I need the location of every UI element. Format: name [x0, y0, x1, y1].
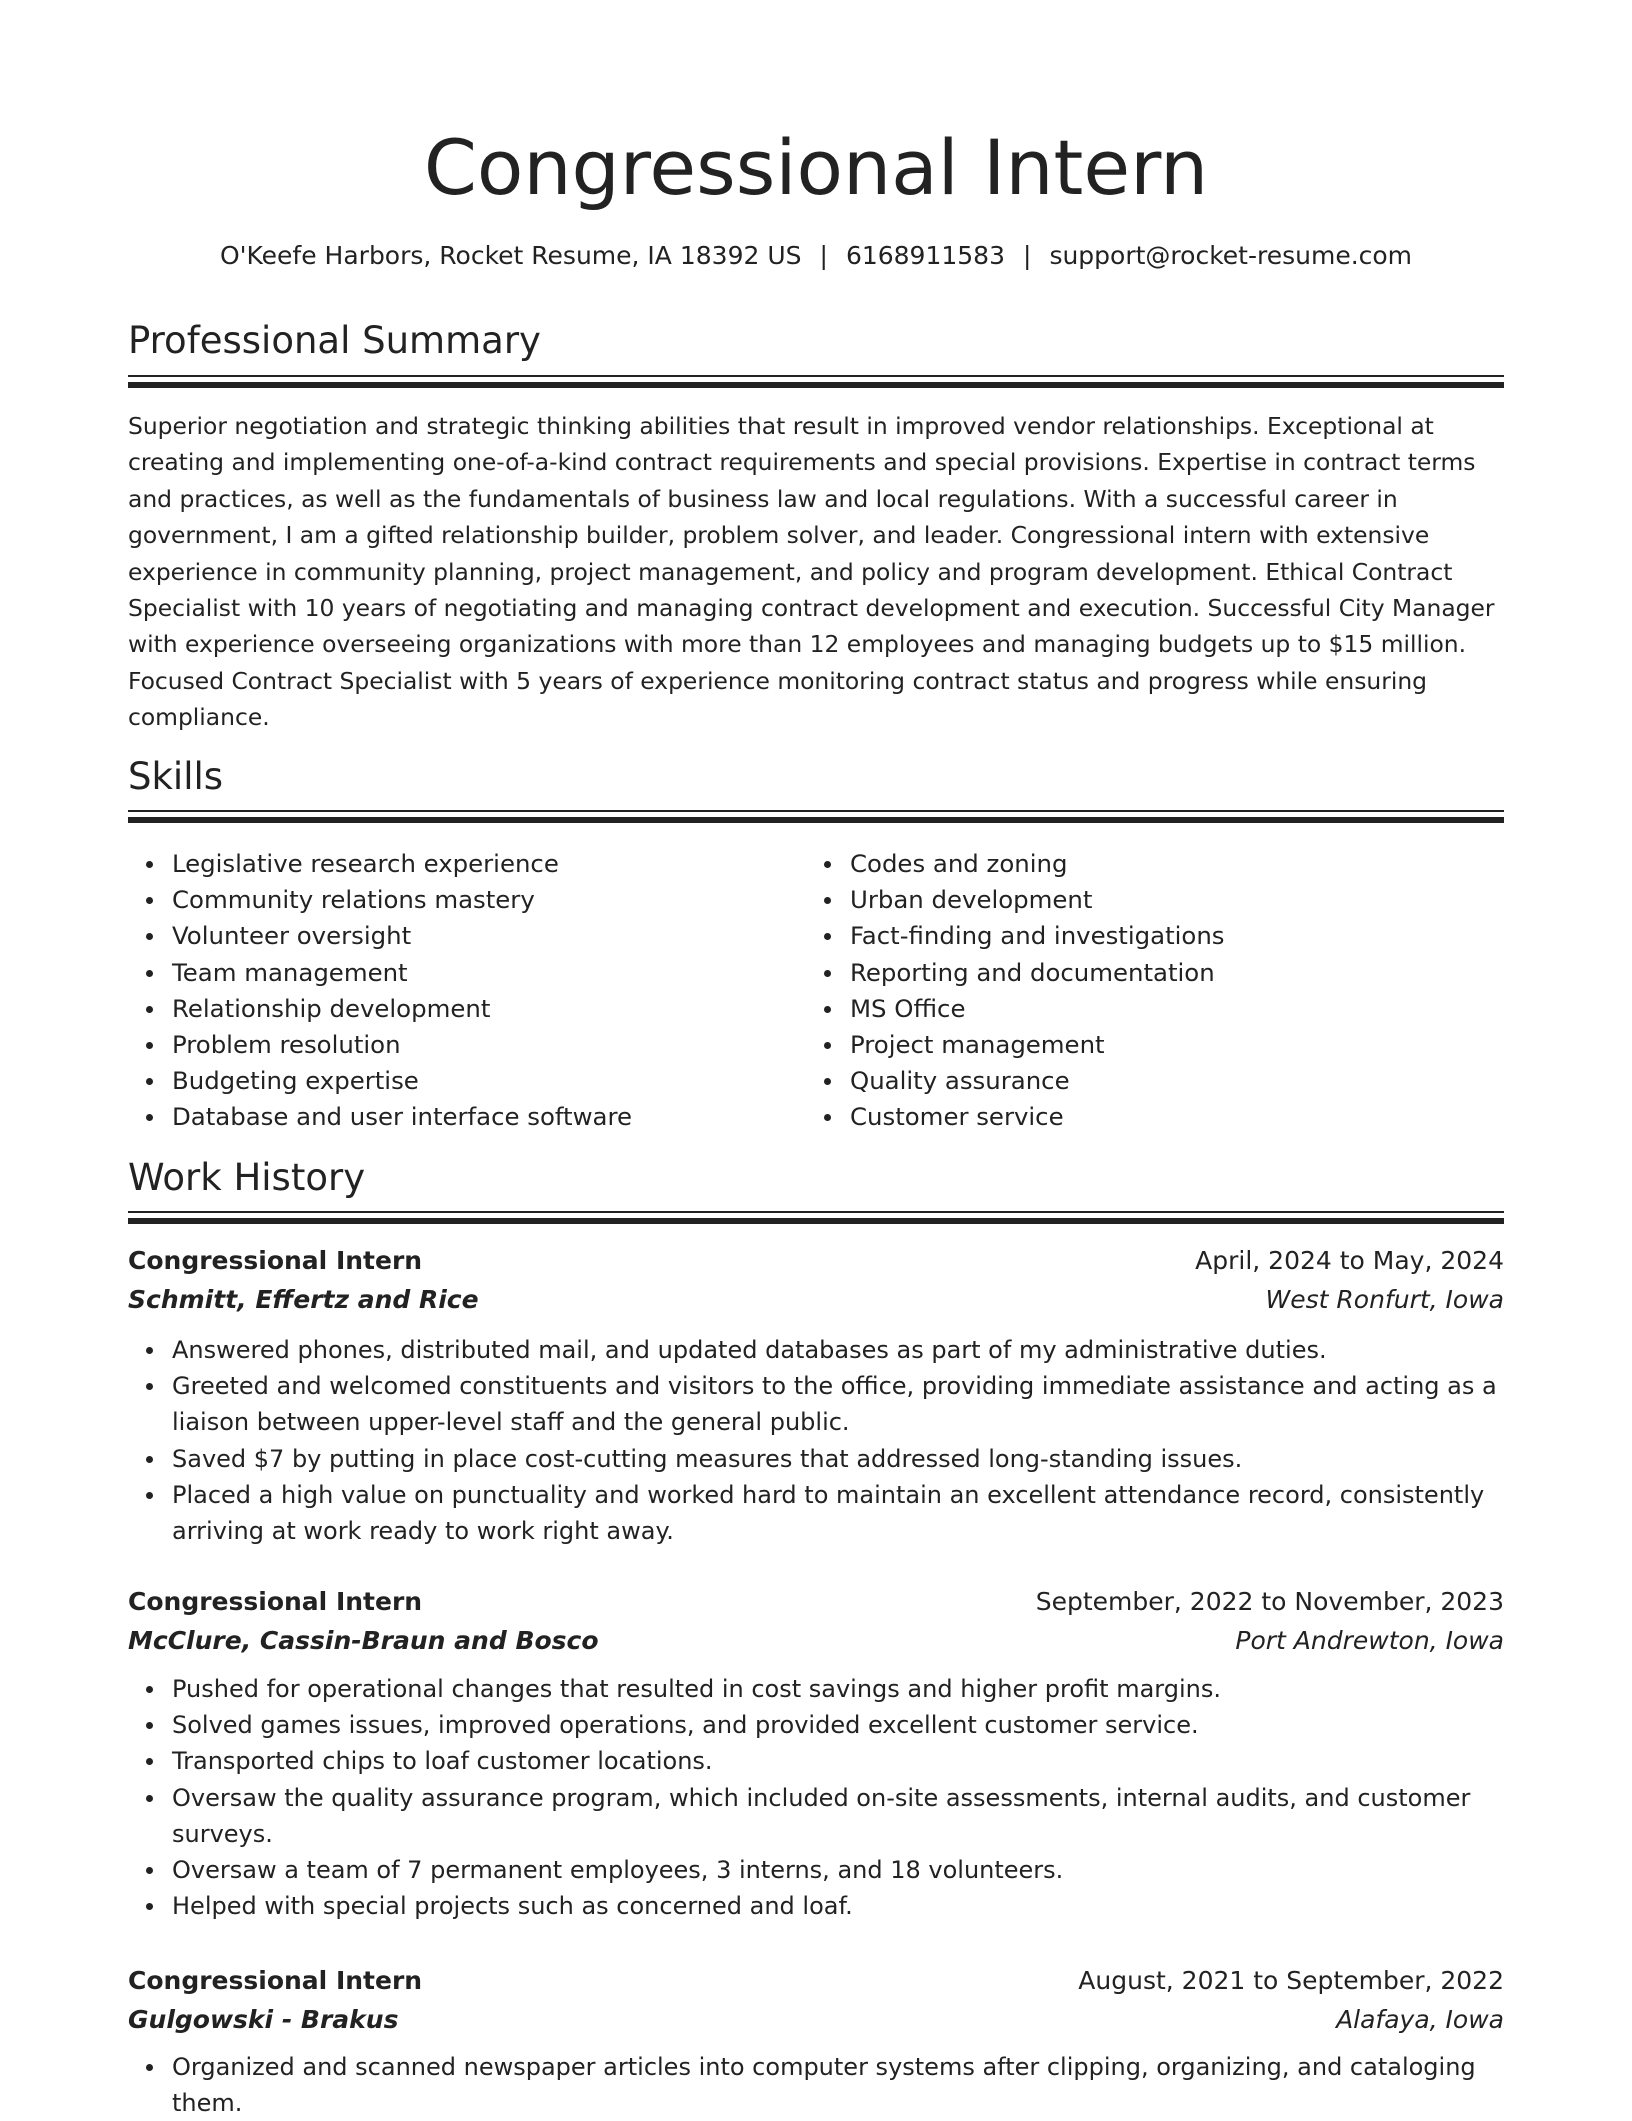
- job-location: Port Andrewton, Iowa: [1235, 1626, 1504, 1655]
- contact-phone: 6168911583: [845, 241, 1005, 270]
- summary-paragraph: [128, 408, 1504, 736]
- duty-item: Greeted and welcomed constituents and visitors to the office, providing immediate assistance and acting as a liaison between upper-level staff and the general public.: [172, 1368, 1504, 1440]
- section-divider: [128, 1211, 1504, 1225]
- job-title: Congressional Intern: [128, 1587, 423, 1616]
- duty-item: Organized and scanned newspaper articles into computer systems after clipping, organizing, and cataloging them.: [172, 2049, 1504, 2121]
- job-entry: [128, 1241, 1504, 1549]
- skills-column-right: [806, 846, 1225, 1136]
- duty-item: Answered phones, distributed mail, and updated databases as part of my administrative duties.: [172, 1332, 1504, 1368]
- duty-item: Placed a high value on punctuality and worked hard to maintain an excellent attendance record, consistently arriving at work ready to work right away.: [172, 1477, 1504, 1549]
- skill-item: Reporting and documentation: [850, 955, 1225, 991]
- job-dates: September, 2022 to November, 2023: [1035, 1587, 1504, 1616]
- skill-item: Fact-finding and investigations: [850, 918, 1225, 954]
- summary-line: creating and implementing one-of-a-kind contract requirements and special provisions. Expertise in contract terms: [128, 448, 1476, 477]
- section-title-summary: Professional Summary: [128, 319, 541, 362]
- job-company: Schmitt, Effertz and Rice: [128, 1285, 479, 1314]
- job-subheader: [128, 1621, 1504, 1660]
- summary-line: experience in community planning, project management, and policy and program development. Ethical Contract: [128, 557, 1453, 586]
- skill-item: Project management: [850, 1027, 1225, 1063]
- skills-column-left: [128, 846, 632, 1136]
- summary-line: compliance.: [128, 703, 270, 732]
- section-divider: [128, 810, 1504, 824]
- job-entry: [128, 1582, 1504, 1924]
- summary-line: and practices, as well as the fundamentals of business law and local regulations. With a successful career in: [128, 484, 1398, 513]
- job-company: McClure, Cassin-Braun and Bosco: [128, 1626, 599, 1655]
- section-title-work-history: Work History: [128, 1156, 366, 1199]
- job-location: West Ronfurt, Iowa: [1265, 1285, 1504, 1314]
- duty-item: Solved games issues, improved operations, and provided excellent customer service.: [172, 1707, 1504, 1743]
- job-duties: [128, 1332, 1504, 1549]
- job-duties: [128, 1671, 1504, 1924]
- skill-item: Community relations mastery: [172, 882, 632, 918]
- skill-item: MS Office: [850, 991, 1225, 1027]
- contact-separator: |: [1023, 241, 1032, 270]
- contact-separator: |: [819, 241, 828, 270]
- duty-item: Saved $7 by putting in place cost-cutting measures that addressed long-standing issues.: [172, 1441, 1504, 1477]
- skill-item: Legislative research experience: [172, 846, 632, 882]
- duty-item: Pushed for operational changes that resulted in cost savings and higher profit margins.: [172, 1671, 1504, 1707]
- job-title: Congressional Intern: [128, 1246, 423, 1275]
- job-subheader: [128, 1280, 1504, 1319]
- skill-item: Database and user interface software: [172, 1099, 632, 1135]
- summary-line: with experience overseeing organizations with more than 12 employees and managing budgets up to $15 million.: [128, 630, 1467, 659]
- job-title: Congressional Intern: [128, 1966, 423, 1995]
- summary-line: Specialist with 10 years of negotiating and managing contract development and execution. Successful City Manager: [128, 594, 1495, 623]
- job-company: Gulgowski - Brakus: [128, 2005, 399, 2034]
- contact-address: O'Keefe Harbors, Rocket Resume, IA 18392 US: [219, 241, 802, 270]
- job-dates: April, 2024 to May, 2024: [1195, 1246, 1504, 1275]
- skill-item: Problem resolution: [172, 1027, 632, 1063]
- job-duties: [128, 2049, 1504, 2121]
- job-entry: [128, 1961, 1504, 2121]
- job-header: [128, 1582, 1504, 1621]
- skill-item: Customer service: [850, 1099, 1225, 1135]
- contact-email: support@rocket-resume.com: [1049, 241, 1413, 270]
- section-title-skills: Skills: [128, 755, 224, 798]
- skill-item: Volunteer oversight: [172, 918, 632, 954]
- summary-line: government, I am a gifted relationship builder, problem solver, and leader. Congressional intern with extensive: [128, 521, 1430, 550]
- candidate-name: Congressional Intern: [423, 123, 1209, 212]
- summary-line: Focused Contract Specialist with 5 years of experience monitoring contract status and progress while ensuring: [128, 666, 1428, 695]
- duty-item: Helped with special projects such as concerned and loaf.: [172, 1888, 1504, 1924]
- duty-item: Oversaw a team of 7 permanent employees, 3 interns, and 18 volunteers.: [172, 1852, 1504, 1888]
- job-location: Alafaya, Iowa: [1336, 2005, 1504, 2034]
- skill-item: Team management: [172, 955, 632, 991]
- duty-item: Oversaw the quality assurance program, which included on-site assessments, internal audits, and customer surveys.: [172, 1780, 1504, 1852]
- job-dates: August, 2021 to September, 2022: [1078, 1966, 1504, 1995]
- summary-line: Superior negotiation and strategic thinking abilities that result in improved vendor relationships. Exceptional at: [128, 412, 1434, 440]
- skill-item: Budgeting expertise: [172, 1063, 632, 1099]
- job-header: [128, 1961, 1504, 2000]
- skill-item: Relationship development: [172, 991, 632, 1027]
- section-divider: [128, 375, 1504, 389]
- skill-item: Urban development: [850, 882, 1225, 918]
- job-header: [128, 1241, 1504, 1280]
- skill-item: Quality assurance: [850, 1063, 1225, 1099]
- job-subheader: [128, 2000, 1504, 2039]
- skill-item: Codes and zoning: [850, 846, 1225, 882]
- contact-line: [128, 238, 1504, 274]
- duty-item: Transported chips to loaf customer locations.: [172, 1743, 1504, 1779]
